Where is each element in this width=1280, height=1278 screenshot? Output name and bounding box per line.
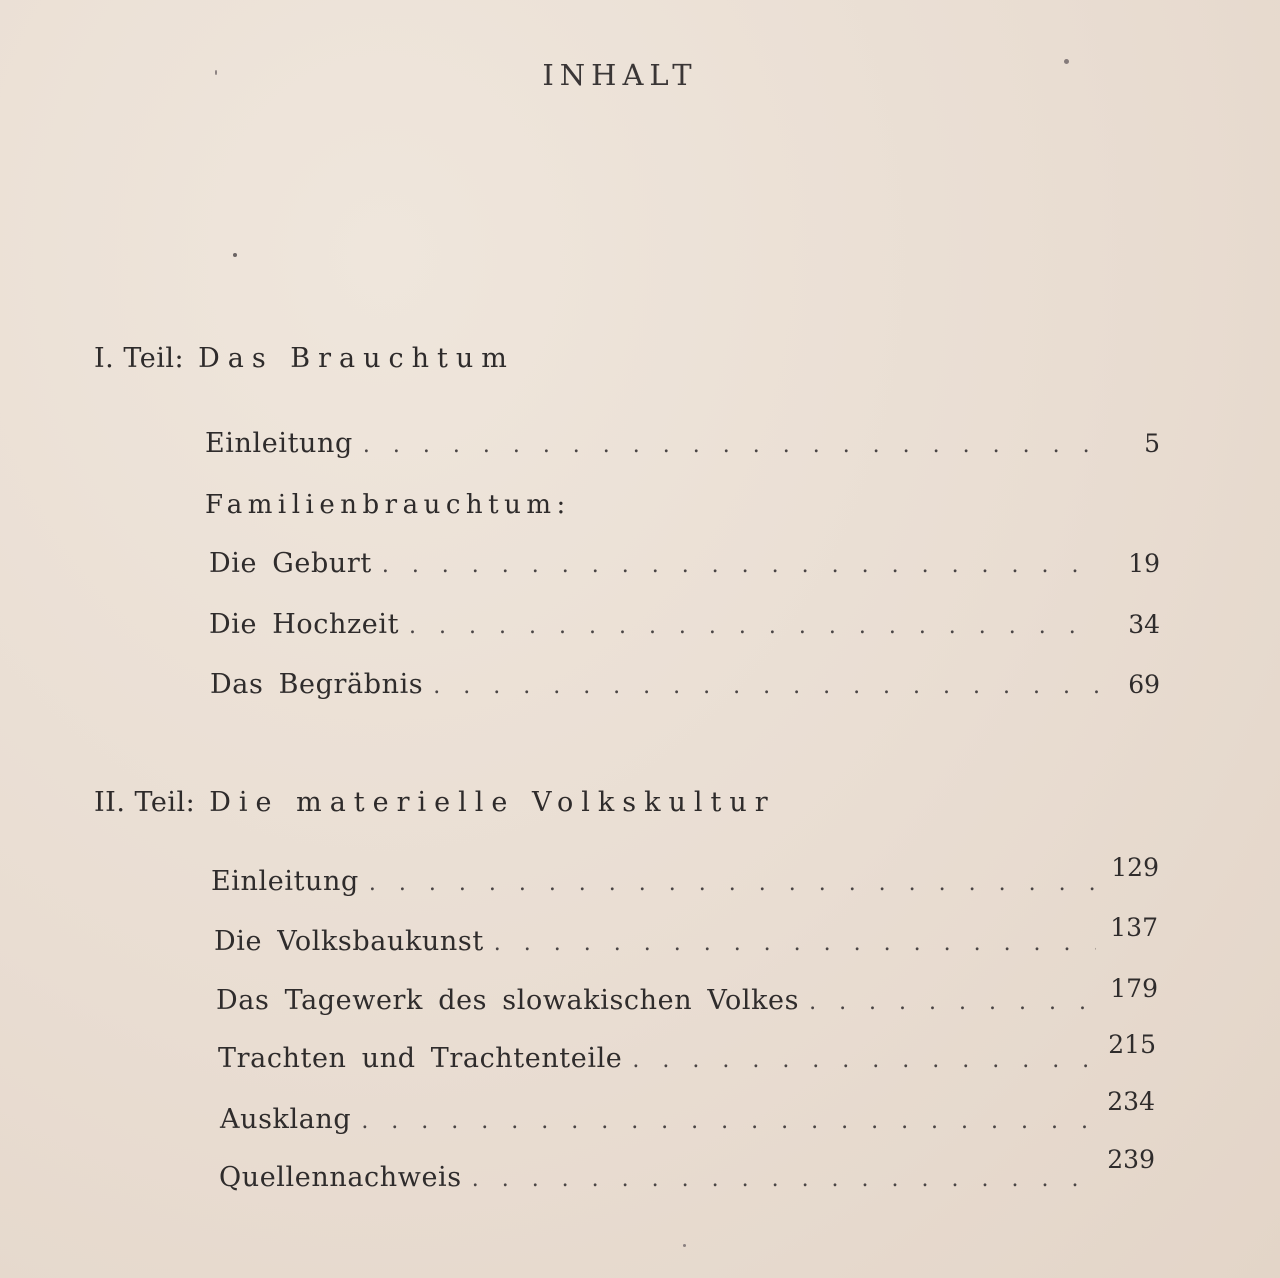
dot-leader: [409, 614, 1100, 639]
page-number: 234: [1107, 1087, 1155, 1116]
page-number: 137: [1110, 913, 1158, 942]
entry-title: Die Volksbaukunst: [214, 926, 484, 957]
entry-title: Die Hochzeit: [209, 609, 400, 640]
entry-title: Einleitung: [211, 866, 359, 897]
toc-entry: [210, 669, 1160, 700]
dot-leader: [369, 871, 1097, 896]
entry-title: Trachten und Trachtenteile: [218, 1043, 623, 1074]
toc-entry: [220, 1087, 1155, 1135]
page-number: 129: [1111, 853, 1159, 882]
dot-leader: [494, 931, 1096, 956]
paper-speck: [215, 70, 217, 75]
toc-entry: [216, 974, 1158, 1016]
toc-entry: [209, 548, 1160, 579]
dot-leader: [363, 433, 1100, 458]
section-heading: Familienbrauchtum:: [205, 490, 571, 520]
page-number: 19: [1128, 549, 1160, 578]
paper-speck: [683, 1244, 686, 1247]
toc-entry: [214, 913, 1158, 957]
entry-title: Ausklang: [220, 1104, 352, 1135]
entry-title: Das Begräbnis: [210, 669, 424, 700]
part-heading-1: [94, 343, 515, 374]
entry-title: Die Geburt: [209, 548, 372, 579]
page-number: 5: [1144, 429, 1160, 458]
toc-entry: [211, 853, 1159, 897]
page-number: 179: [1110, 974, 1158, 1003]
dot-leader: [472, 1167, 1094, 1192]
page-title: INHALT: [542, 58, 698, 92]
toc-entry: [218, 1030, 1156, 1074]
part-title: Das Brauchtum: [198, 343, 515, 374]
part-label: II. Teil:: [94, 787, 196, 818]
part-label: I. Teil:: [94, 343, 185, 374]
dot-leader: [809, 990, 1096, 1015]
page-number: 215: [1108, 1030, 1156, 1059]
entry-title: Das Tagewerk des slowakischen Volkes: [216, 985, 800, 1016]
dot-leader: [433, 674, 1100, 699]
dot-leader: [361, 1109, 1093, 1134]
dot-leader: [382, 553, 1100, 578]
entry-title: Quellennachweis: [219, 1162, 462, 1193]
dot-leader: [632, 1048, 1094, 1073]
entry-title: Einleitung: [205, 428, 353, 459]
toc-entry: [209, 609, 1160, 640]
part-title: Die materielle Volkskultur: [209, 787, 776, 818]
paper-speck: [233, 253, 237, 257]
page-number: 69: [1128, 670, 1160, 699]
part-heading-2: [94, 787, 776, 818]
page-number: 239: [1107, 1145, 1155, 1174]
toc-entry: [205, 428, 1160, 459]
paper-speck: [1064, 59, 1069, 64]
toc-entry: [219, 1145, 1155, 1193]
page-number: 34: [1128, 610, 1160, 639]
